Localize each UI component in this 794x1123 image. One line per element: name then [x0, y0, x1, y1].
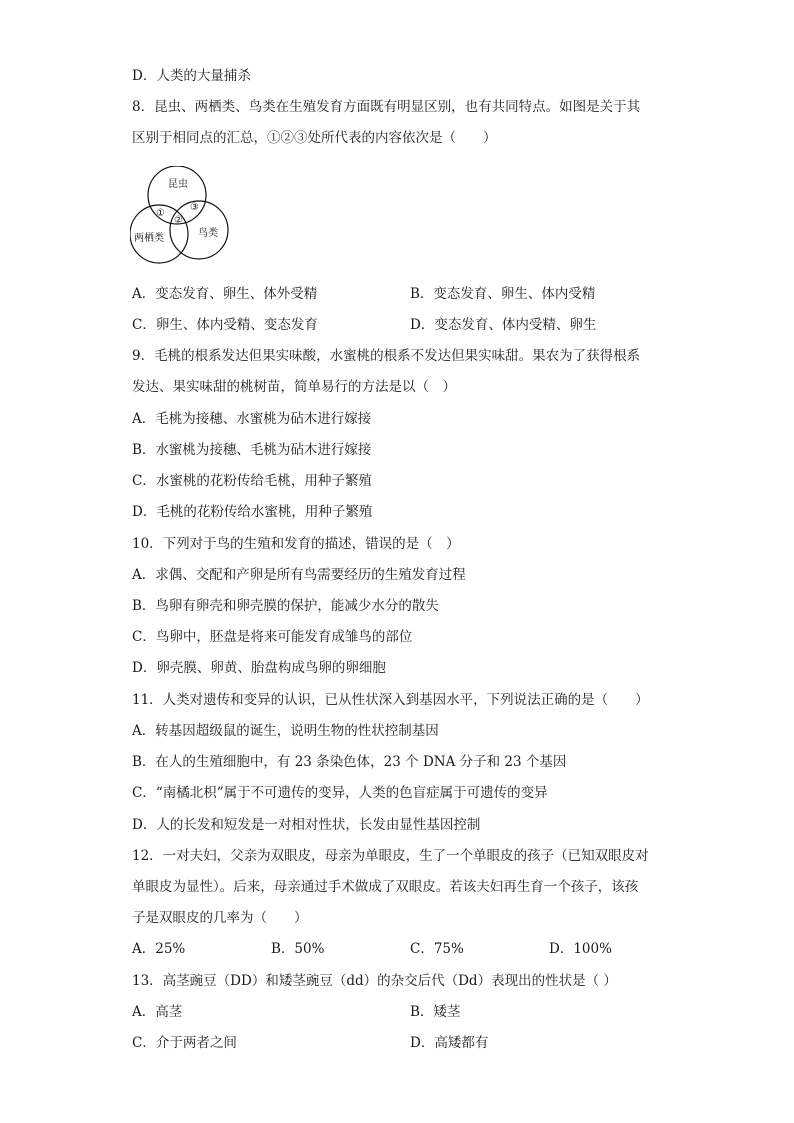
q8-venn-diagram: [130, 166, 236, 270]
q8-stem-line2: 区别于相同点的汇总，①②③处所代表的内容依次是（ ）: [132, 130, 497, 146]
q10-option-c: C．鸟卵中，胚盘是将来可能发育成雏鸟的部位: [132, 629, 413, 645]
label-amphibian: 两栖类: [134, 233, 164, 244]
mark-3: ③: [190, 202, 199, 213]
q8-options-row1: [132, 284, 672, 304]
q8-option-c: C．卵生、体内受精、变态发育: [132, 317, 318, 333]
q9-option-d: D．毛桃的花粉传给水蜜桃，用种子繁殖: [132, 504, 373, 520]
q9-stem-line2: 发达、果实味甜的桃树苗，简单易行的方法是以（ ）: [132, 379, 456, 395]
venn-diagram-graphic: [130, 166, 236, 270]
q8-option-a: A．变态发育、卵生、体外受精: [132, 286, 318, 302]
q11-option-c: C．“南橘北枳”属于不可遗传的变异，人类的色盲症属于可遗传的变异: [132, 785, 548, 801]
q12-stem-line2: 单眼皮为显性）。后来，母亲通过手术做成了双眼皮。若该夫妇再生育一个孩子，该孩: [132, 879, 639, 895]
q12-stem-line3: 子是双眼皮的几率为（ ）: [132, 910, 308, 926]
q8-stem-line1: 8．昆虫、两栖类、鸟类在生殖发育方面既有明显区别，也有共同特点。如图是关于其: [132, 99, 641, 115]
q9-option-b: B．水蜜桃为接穗、毛桃为砧木进行嫁接: [132, 442, 372, 458]
q9-option-a: A．毛桃为接穗、水蜜桃为砧木进行嫁接: [132, 411, 372, 427]
q11-option-b: B．在人的生殖细胞中，有 23 条染色体，23 个 DNA 分子和 23 个基因: [132, 754, 567, 770]
q13-stem: 13．高茎豌豆（DD）和矮茎豌豆（dd）的杂交后代（Dd）表现出的性状是（ ）: [132, 973, 617, 989]
q9-option-c: C．水蜜桃的花粉传给毛桃，用种子繁殖: [132, 473, 372, 489]
q9-stem-line1: 9．毛桃的根系发达但果实味酸，水蜜桃的根系不发达但果实味甜。果农为了获得根系: [132, 348, 641, 364]
q13-option-a: A．高茎: [132, 1004, 183, 1020]
q8-options-row2: [132, 315, 672, 335]
q12-option-d: D．100%: [549, 941, 612, 957]
q13-option-d: D．高矮都有: [410, 1035, 489, 1051]
q8-option-b: B．变态发育、卵生、体内受精: [410, 286, 596, 302]
q11-option-d: D．人的长发和短发是一对相对性状，长发由显性基因控制: [132, 817, 481, 833]
prev-question-option-d: D．人类的大量捕杀: [132, 68, 251, 84]
q10-option-a: A．求偶、交配和产卵是所有鸟需要经历的生殖发育过程: [132, 567, 466, 583]
q10-option-d: D．卵壳膜、卵黄、胎盘构成鸟卵的卵细胞: [132, 660, 386, 676]
q12-options-row: [132, 939, 672, 959]
q12-option-a: A．25%: [132, 941, 186, 957]
q8-option-d: D．变态发育、体内受精、卵生: [410, 317, 597, 333]
label-insect: 昆虫: [168, 179, 188, 190]
q13-option-c: C．介于两者之间: [132, 1035, 237, 1051]
mark-1: ①: [156, 208, 165, 219]
q12-stem-line1: 12．一对夫妇，父亲为双眼皮，母亲为单眼皮，生了一个单眼皮的孩子（已知双眼皮对: [132, 848, 649, 864]
q13-options-row1: [132, 1002, 672, 1022]
q12-option-b: B．50%: [271, 941, 325, 957]
mark-2: ②: [174, 215, 183, 226]
q13-option-b: B．矮茎: [410, 1004, 461, 1020]
q11-option-a: A．转基因超级鼠的诞生，说明生物的性状控制基因: [132, 723, 439, 739]
q11-stem: 11．人类对遗传和变异的认识，已从性状深入到基因水平，下列说法正确的是（ ）: [132, 692, 649, 708]
q10-stem: 10．下列对于鸟的生殖和发育的描述，错误的是（ ）: [132, 536, 460, 552]
q10-option-b: B．鸟卵有卵壳和卵壳膜的保护，能减少水分的散失: [132, 598, 439, 614]
q13-options-row2: [132, 1033, 672, 1053]
q12-option-c: C．75%: [410, 941, 464, 957]
label-bird: 鸟类: [198, 228, 218, 239]
